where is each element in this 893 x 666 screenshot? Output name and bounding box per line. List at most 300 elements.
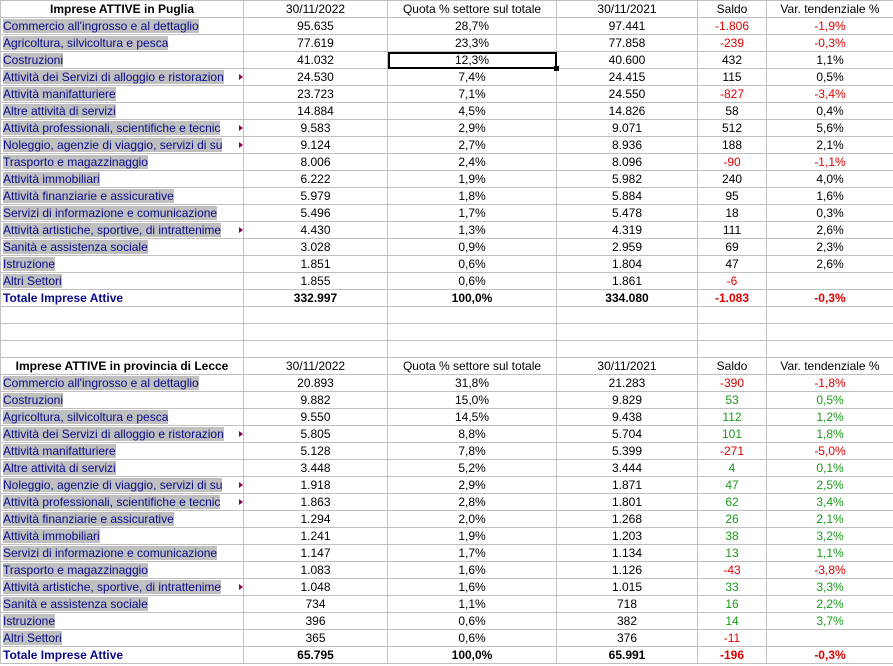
table-row	[1, 426, 893, 443]
saldo-cell[interactable]: 18	[698, 205, 767, 222]
variation-cell[interactable]: 3,4%	[767, 494, 893, 511]
table-row	[1, 103, 893, 120]
sector-label: Istruzione	[3, 257, 56, 271]
sector-name-cell[interactable]	[1, 120, 244, 137]
value-2021-cell[interactable]: 1.268	[557, 511, 698, 528]
value-2021-cell[interactable]: 24.550	[557, 86, 698, 103]
quota-cell[interactable]: 15,0%	[388, 392, 557, 409]
value-2022-cell[interactable]: 5.805	[244, 426, 388, 443]
value-2022-cell[interactable]: 24.530	[244, 69, 388, 86]
variation-cell[interactable]: -1,8%	[767, 375, 893, 392]
puglia-title[interactable]: Imprese ATTIVE in Puglia	[1, 1, 244, 18]
sector-name-cell[interactable]	[1, 205, 244, 222]
variation-cell[interactable]: 0,3%	[767, 205, 893, 222]
lecce-column-header[interactable]: Var. tendenziale %	[767, 358, 893, 375]
sector-name-cell[interactable]	[1, 528, 244, 545]
table-row	[1, 579, 893, 596]
value-2022-cell[interactable]: 41.032	[244, 52, 388, 69]
total-label-cell[interactable]	[1, 647, 244, 664]
total-variation-cell[interactable]: -0,3%	[767, 290, 893, 307]
quota-cell[interactable]: 0,6%	[388, 256, 557, 273]
saldo-cell[interactable]: 4	[698, 460, 767, 477]
table-row	[1, 562, 893, 579]
fill-handle[interactable]	[554, 66, 559, 71]
table-row	[1, 18, 893, 35]
variation-cell[interactable]: 2,1%	[767, 511, 893, 528]
saldo-cell[interactable]: -827	[698, 86, 767, 103]
puglia-column-header[interactable]: Var. tendenziale %	[767, 1, 893, 18]
value-2021-cell[interactable]: 8.936	[557, 137, 698, 154]
empty-cell[interactable]	[244, 341, 388, 358]
sector-name-cell[interactable]	[1, 188, 244, 205]
sector-name-cell[interactable]	[1, 596, 244, 613]
value-2021-cell[interactable]: 1.203	[557, 528, 698, 545]
sector-name-cell[interactable]	[1, 443, 244, 460]
sector-name-cell[interactable]	[1, 545, 244, 562]
saldo-cell[interactable]: -11	[698, 630, 767, 647]
quota-cell[interactable]: 1,7%	[388, 545, 557, 562]
quota-cell[interactable]: 23,3%	[388, 35, 557, 52]
sector-label: Commercio all'ingrosso e al dettaglio	[3, 376, 199, 390]
overflow-indicator-icon	[239, 482, 243, 488]
value-2021-cell[interactable]: 9.438	[557, 409, 698, 426]
sector-name-cell[interactable]	[1, 171, 244, 188]
table-row	[1, 35, 893, 52]
sector-label: Attività dei Servizi di alloggio e ristorazion	[3, 70, 224, 84]
total-label: Totale Imprese Attive	[3, 648, 124, 662]
quota-cell[interactable]: 1,1%	[388, 596, 557, 613]
value-2021-cell[interactable]: 8.096	[557, 154, 698, 171]
sector-name-cell[interactable]	[1, 630, 244, 647]
quota-cell[interactable]: 28,7%	[388, 18, 557, 35]
variation-cell[interactable]: 2,2%	[767, 596, 893, 613]
sector-label: Altri Settori	[3, 274, 62, 288]
sector-label: Costruzioni	[3, 393, 64, 407]
value-2021-cell[interactable]: 77.858	[557, 35, 698, 52]
saldo-cell[interactable]: 112	[698, 409, 767, 426]
value-2022-cell[interactable]: 3.448	[244, 460, 388, 477]
table-row	[1, 375, 893, 392]
variation-cell[interactable]: 3,3%	[767, 579, 893, 596]
quota-cell[interactable]: 1,9%	[388, 171, 557, 188]
sector-label: Sanità e assistenza sociale	[3, 597, 148, 611]
value-2022-cell[interactable]: 365	[244, 630, 388, 647]
overflow-indicator-icon	[239, 431, 243, 437]
sector-label: Attività manifatturiere	[3, 444, 116, 458]
sector-label: Noleggio, agenzie di viaggio, servizi di su	[3, 138, 223, 152]
saldo-cell[interactable]: 26	[698, 511, 767, 528]
empty-cell[interactable]	[244, 307, 388, 324]
sector-name-cell[interactable]	[1, 52, 244, 69]
table-row	[1, 188, 893, 205]
quota-cell[interactable]: 0,6%	[388, 630, 557, 647]
quota-cell[interactable]: 2,9%	[388, 477, 557, 494]
quota-cell[interactable]: 1,3%	[388, 222, 557, 239]
quota-cell[interactable]: 0,6%	[388, 273, 557, 290]
table-row	[1, 409, 893, 426]
sector-name-cell[interactable]	[1, 426, 244, 443]
quota-cell[interactable]: 2,9%	[388, 120, 557, 137]
value-2021-cell[interactable]: 376	[557, 630, 698, 647]
variation-cell[interactable]: -3,8%	[767, 562, 893, 579]
sector-name-cell[interactable]	[1, 562, 244, 579]
puglia-column-header[interactable]: 30/11/2021	[557, 1, 698, 18]
quota-cell[interactable]: 8,8%	[388, 426, 557, 443]
variation-cell[interactable]: 4,0%	[767, 171, 893, 188]
saldo-cell[interactable]: -90	[698, 154, 767, 171]
saldo-cell[interactable]: -239	[698, 35, 767, 52]
saldo-cell[interactable]: 62	[698, 494, 767, 511]
empty-cell[interactable]	[767, 341, 893, 358]
empty-cell[interactable]	[1, 341, 244, 358]
overflow-indicator-icon	[239, 74, 243, 80]
lecce-title[interactable]: Imprese ATTIVE in provincia di Lecce	[1, 358, 244, 375]
sector-label: Altre attività di servizi	[3, 104, 116, 118]
value-2021-cell[interactable]: 1.801	[557, 494, 698, 511]
sector-label: Attività finanziarie e assicurative	[3, 512, 174, 526]
value-2022-cell[interactable]: 1.241	[244, 528, 388, 545]
table-row	[1, 460, 893, 477]
variation-cell[interactable]: 0,5%	[767, 392, 893, 409]
sector-label: Istruzione	[3, 614, 56, 628]
quota-cell[interactable]: 31,8%	[388, 375, 557, 392]
sector-label: Altre attività di servizi	[3, 461, 116, 475]
sector-name-cell[interactable]	[1, 477, 244, 494]
variation-cell[interactable]: -3,4%	[767, 86, 893, 103]
table-row	[1, 239, 893, 256]
saldo-cell[interactable]: 101	[698, 426, 767, 443]
value-2022-cell[interactable]: 1.855	[244, 273, 388, 290]
sector-label: Attività artistiche, sportive, di intrattenime	[3, 580, 222, 594]
saldo-cell[interactable]: 188	[698, 137, 767, 154]
sector-label: Servizi di informazione e comunicazione	[3, 546, 218, 560]
quota-cell[interactable]: 0,9%	[388, 239, 557, 256]
sector-name-cell[interactable]	[1, 409, 244, 426]
quota-cell[interactable]: 2,8%	[388, 494, 557, 511]
saldo-cell[interactable]: 95	[698, 188, 767, 205]
variation-cell[interactable]: 1,1%	[767, 545, 893, 562]
puglia-column-header[interactable]: Quota % settore sul totale	[388, 1, 557, 18]
value-2022-cell[interactable]: 5.496	[244, 205, 388, 222]
variation-cell[interactable]: 2,6%	[767, 256, 893, 273]
sector-name-cell[interactable]	[1, 494, 244, 511]
value-2021-cell[interactable]: 1.015	[557, 579, 698, 596]
overflow-indicator-icon	[239, 125, 243, 131]
sector-name-cell[interactable]	[1, 613, 244, 630]
quota-cell[interactable]: 7,4%	[388, 69, 557, 86]
saldo-cell[interactable]: 53	[698, 392, 767, 409]
quota-cell[interactable]: 2,7%	[388, 137, 557, 154]
table-row	[1, 256, 893, 273]
quota-cell[interactable]: 0,6%	[388, 613, 557, 630]
sector-name-cell[interactable]	[1, 392, 244, 409]
overflow-indicator-icon	[239, 142, 243, 148]
value-2022-cell[interactable]: 5.128	[244, 443, 388, 460]
saldo-cell[interactable]: 111	[698, 222, 767, 239]
lecce-column-header[interactable]: 30/11/2022	[244, 358, 388, 375]
value-2021-cell[interactable]: 5.704	[557, 426, 698, 443]
saldo-cell[interactable]: 33	[698, 579, 767, 596]
total-quota-cell[interactable]: 100,0%	[388, 647, 557, 664]
empty-row	[1, 307, 893, 324]
sector-name-cell[interactable]	[1, 460, 244, 477]
empty-cell[interactable]	[767, 324, 893, 341]
sector-name-cell[interactable]	[1, 69, 244, 86]
value-2021-cell[interactable]: 9.071	[557, 120, 698, 137]
value-2021-cell[interactable]: 21.283	[557, 375, 698, 392]
saldo-cell[interactable]: -271	[698, 443, 767, 460]
value-2022-cell[interactable]: 8.006	[244, 154, 388, 171]
value-2022-cell[interactable]: 9.583	[244, 120, 388, 137]
value-2022-cell[interactable]: 1.147	[244, 545, 388, 562]
saldo-cell[interactable]: -43	[698, 562, 767, 579]
table-row	[1, 69, 893, 86]
total-2021-cell[interactable]: 334.080	[557, 290, 698, 307]
puglia-column-header[interactable]: Saldo	[698, 1, 767, 18]
quota-cell[interactable]: 2,4%	[388, 154, 557, 171]
sector-label: Attività finanziarie e assicurative	[3, 189, 174, 203]
saldo-cell[interactable]: 432	[698, 52, 767, 69]
empty-cell[interactable]	[388, 324, 557, 341]
overflow-indicator-icon	[239, 584, 243, 590]
quota-cell[interactable]: 1,9%	[388, 528, 557, 545]
value-2022-cell[interactable]: 3.028	[244, 239, 388, 256]
value-2021-cell[interactable]: 5.399	[557, 443, 698, 460]
total-saldo-cell[interactable]: -1.083	[698, 290, 767, 307]
value-2022-cell[interactable]: 14.884	[244, 103, 388, 120]
value-2021-cell[interactable]: 718	[557, 596, 698, 613]
value-2022-cell[interactable]: 5.979	[244, 188, 388, 205]
saldo-cell[interactable]: 512	[698, 120, 767, 137]
saldo-cell[interactable]: 38	[698, 528, 767, 545]
sector-name-cell[interactable]	[1, 154, 244, 171]
empty-cell[interactable]	[698, 341, 767, 358]
sector-name-cell[interactable]	[1, 511, 244, 528]
table-row	[1, 120, 893, 137]
value-2021-cell[interactable]: 40.600	[557, 52, 698, 69]
empty-cell[interactable]	[388, 341, 557, 358]
value-2021-cell[interactable]: 5.884	[557, 188, 698, 205]
saldo-cell[interactable]: -390	[698, 375, 767, 392]
lecce-column-header[interactable]: 30/11/2021	[557, 358, 698, 375]
variation-cell[interactable]: -5,0%	[767, 443, 893, 460]
variation-cell[interactable]: -1,1%	[767, 154, 893, 171]
value-2021-cell[interactable]: 1.134	[557, 545, 698, 562]
variation-cell[interactable]: -0,3%	[767, 35, 893, 52]
value-2022-cell[interactable]: 95.635	[244, 18, 388, 35]
sector-label: Sanità e assistenza sociale	[3, 240, 148, 254]
variation-cell[interactable]: 0,4%	[767, 103, 893, 120]
total-quota-cell[interactable]: 100,0%	[388, 290, 557, 307]
value-2022-cell[interactable]: 1.048	[244, 579, 388, 596]
empty-cell[interactable]	[1, 324, 244, 341]
sector-label: Agricoltura, silvicoltura e pesca	[3, 410, 169, 424]
variation-cell[interactable]	[767, 630, 893, 647]
quota-cell[interactable]: 5,2%	[388, 460, 557, 477]
saldo-cell[interactable]: 240	[698, 171, 767, 188]
quota-cell[interactable]: 1,8%	[388, 188, 557, 205]
value-2022-cell[interactable]: 1.851	[244, 256, 388, 273]
sector-name-cell[interactable]	[1, 137, 244, 154]
variation-cell[interactable]: 0,1%	[767, 460, 893, 477]
sector-label: Attività artistiche, sportive, di intrattenime	[3, 223, 222, 237]
value-2021-cell[interactable]: 5.478	[557, 205, 698, 222]
lecce-column-header[interactable]: Quota % settore sul totale	[388, 358, 557, 375]
sector-label: Trasporto e magazzinaggio	[3, 563, 148, 577]
table-row	[1, 613, 893, 630]
value-2021-cell[interactable]: 382	[557, 613, 698, 630]
sector-label: Altri Settori	[3, 631, 62, 645]
value-2021-cell[interactable]: 1.804	[557, 256, 698, 273]
value-2022-cell[interactable]: 6.222	[244, 171, 388, 188]
sector-label: Attività professionali, scientifiche e tecnic	[3, 495, 221, 509]
value-2021-cell[interactable]: 2.959	[557, 239, 698, 256]
variation-cell[interactable]: 2,1%	[767, 137, 893, 154]
value-2021-cell[interactable]: 1.126	[557, 562, 698, 579]
value-2022-cell[interactable]: 77.619	[244, 35, 388, 52]
saldo-cell[interactable]: 69	[698, 239, 767, 256]
table-row	[1, 630, 893, 647]
value-2021-cell[interactable]: 4.319	[557, 222, 698, 239]
value-2021-cell[interactable]: 1.871	[557, 477, 698, 494]
value-2022-cell[interactable]: 4.430	[244, 222, 388, 239]
total-2022-cell[interactable]: 332.997	[244, 290, 388, 307]
sector-label: Attività manifatturiere	[3, 87, 116, 101]
empty-cell[interactable]	[557, 324, 698, 341]
variation-cell[interactable]: -1,9%	[767, 18, 893, 35]
value-2021-cell[interactable]: 97.441	[557, 18, 698, 35]
empty-cell[interactable]	[557, 307, 698, 324]
value-2021-cell[interactable]: 3.444	[557, 460, 698, 477]
total-2022-cell[interactable]: 65.795	[244, 647, 388, 664]
total-label-cell[interactable]	[1, 290, 244, 307]
quota-cell[interactable]: 1,6%	[388, 562, 557, 579]
variation-cell[interactable]: 1,1%	[767, 52, 893, 69]
saldo-cell[interactable]: 14	[698, 613, 767, 630]
sector-name-cell[interactable]	[1, 273, 244, 290]
value-2021-cell[interactable]: 14.826	[557, 103, 698, 120]
quota-cell[interactable]: 7,1%	[388, 86, 557, 103]
variation-cell[interactable]: 1,8%	[767, 426, 893, 443]
variation-cell[interactable]: 2,5%	[767, 477, 893, 494]
quota-cell[interactable]: 7,8%	[388, 443, 557, 460]
sector-name-cell[interactable]	[1, 256, 244, 273]
sector-label: Attività professionali, scientifiche e tecnic	[3, 121, 221, 135]
value-2022-cell[interactable]: 1.918	[244, 477, 388, 494]
value-2021-cell[interactable]: 1.861	[557, 273, 698, 290]
saldo-cell[interactable]: 47	[698, 477, 767, 494]
sector-label: Agricoltura, silvicoltura e pesca	[3, 36, 169, 50]
sector-label: Attività immobiliari	[3, 172, 100, 186]
sector-name-cell[interactable]	[1, 18, 244, 35]
variation-cell[interactable]: 3,2%	[767, 528, 893, 545]
value-2022-cell[interactable]: 9.124	[244, 137, 388, 154]
puglia-header-row	[1, 1, 893, 18]
value-2022-cell[interactable]: 1.294	[244, 511, 388, 528]
table-row	[1, 392, 893, 409]
sector-name-cell[interactable]	[1, 239, 244, 256]
puglia-column-header[interactable]: 30/11/2022	[244, 1, 388, 18]
total-2021-cell[interactable]: 65.991	[557, 647, 698, 664]
saldo-cell[interactable]: -1.806	[698, 18, 767, 35]
quota-cell[interactable]: 14,5%	[388, 409, 557, 426]
table-row	[1, 273, 893, 290]
value-2021-cell[interactable]: 9.829	[557, 392, 698, 409]
quota-cell[interactable]: 1,7%	[388, 205, 557, 222]
sheet-body	[1, 1, 893, 664]
variation-cell[interactable]: 1,6%	[767, 188, 893, 205]
table-row	[1, 494, 893, 511]
saldo-cell[interactable]: 115	[698, 69, 767, 86]
variation-cell[interactable]: 3,7%	[767, 613, 893, 630]
variation-cell[interactable]	[767, 273, 893, 290]
sector-label: Noleggio, agenzie di viaggio, servizi di su	[3, 478, 223, 492]
empty-cell[interactable]	[557, 341, 698, 358]
sector-name-cell[interactable]	[1, 375, 244, 392]
lecce-column-header[interactable]: Saldo	[698, 358, 767, 375]
variation-cell[interactable]: 5,6%	[767, 120, 893, 137]
empty-row	[1, 341, 893, 358]
value-2021-cell[interactable]: 5.982	[557, 171, 698, 188]
sector-name-cell[interactable]	[1, 579, 244, 596]
value-2022-cell[interactable]: 1.083	[244, 562, 388, 579]
value-2022-cell[interactable]: 20.893	[244, 375, 388, 392]
value-2021-cell[interactable]: 24.415	[557, 69, 698, 86]
saldo-cell[interactable]: 16	[698, 596, 767, 613]
total-variation-cell[interactable]: -0,3%	[767, 647, 893, 664]
sector-name-cell[interactable]	[1, 86, 244, 103]
variation-cell[interactable]: 0,5%	[767, 69, 893, 86]
value-2022-cell[interactable]: 23.723	[244, 86, 388, 103]
total-saldo-cell[interactable]: -196	[698, 647, 767, 664]
table-row	[1, 596, 893, 613]
sector-name-cell[interactable]	[1, 222, 244, 239]
variation-cell[interactable]: 1,2%	[767, 409, 893, 426]
saldo-cell[interactable]: -6	[698, 273, 767, 290]
empty-cell[interactable]	[698, 324, 767, 341]
quota-cell[interactable]: 12,3%	[388, 52, 557, 69]
empty-cell[interactable]	[388, 307, 557, 324]
sector-label: Servizi di informazione e comunicazione	[3, 206, 218, 220]
sector-name-cell[interactable]	[1, 35, 244, 52]
variation-cell[interactable]: 2,6%	[767, 222, 893, 239]
sector-label: Attività dei Servizi di alloggio e ristorazion	[3, 427, 224, 441]
saldo-cell[interactable]: 47	[698, 256, 767, 273]
value-2022-cell[interactable]: 9.882	[244, 392, 388, 409]
value-2022-cell[interactable]: 734	[244, 596, 388, 613]
empty-cell[interactable]	[698, 307, 767, 324]
value-2022-cell[interactable]: 9.550	[244, 409, 388, 426]
empty-cell[interactable]	[1, 307, 244, 324]
saldo-cell[interactable]: 13	[698, 545, 767, 562]
saldo-cell[interactable]: 58	[698, 103, 767, 120]
empty-cell[interactable]	[244, 324, 388, 341]
table-row	[1, 222, 893, 239]
table-row	[1, 443, 893, 460]
sector-name-cell[interactable]	[1, 103, 244, 120]
value-2022-cell[interactable]: 1.863	[244, 494, 388, 511]
table-row	[1, 137, 893, 154]
quota-cell[interactable]: 1,6%	[388, 579, 557, 596]
quota-cell[interactable]: 4,5%	[388, 103, 557, 120]
variation-cell[interactable]: 2,3%	[767, 239, 893, 256]
total-label: Totale Imprese Attive	[3, 291, 124, 305]
table-row	[1, 154, 893, 171]
value-2022-cell[interactable]: 396	[244, 613, 388, 630]
sector-label: Commercio all'ingrosso e al dettaglio	[3, 19, 199, 33]
empty-cell[interactable]	[767, 307, 893, 324]
quota-cell[interactable]: 2,0%	[388, 511, 557, 528]
